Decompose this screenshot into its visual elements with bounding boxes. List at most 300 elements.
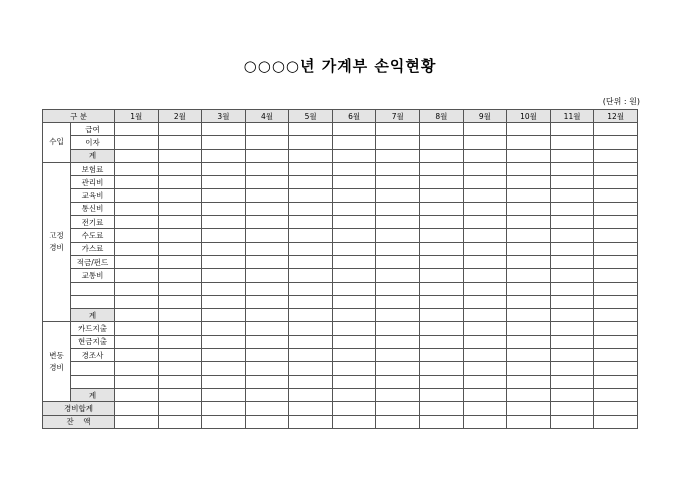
- amount-cell[interactable]: [594, 216, 638, 229]
- amount-cell[interactable]: [594, 335, 638, 348]
- amount-cell[interactable]: [158, 415, 202, 428]
- amount-cell[interactable]: [332, 415, 376, 428]
- amount-cell[interactable]: [376, 349, 420, 362]
- amount-cell[interactable]: [420, 349, 464, 362]
- amount-cell[interactable]: [245, 202, 289, 215]
- row-label: 카드지출: [71, 322, 115, 335]
- amount-cell[interactable]: [289, 176, 333, 189]
- amount-cell[interactable]: [245, 349, 289, 362]
- amount-cell[interactable]: [202, 309, 246, 322]
- amount-cell[interactable]: [594, 388, 638, 401]
- amount-cell[interactable]: [463, 388, 507, 401]
- amount-cell[interactable]: [332, 176, 376, 189]
- table-row: [43, 242, 638, 255]
- amount-cell[interactable]: [245, 402, 289, 415]
- amount-cell[interactable]: [289, 309, 333, 322]
- amount-cell[interactable]: [158, 402, 202, 415]
- amount-cell[interactable]: [158, 229, 202, 242]
- amount-cell[interactable]: [420, 216, 464, 229]
- month-header: 11월: [550, 110, 594, 123]
- amount-cell[interactable]: [507, 402, 551, 415]
- amount-cell[interactable]: [332, 362, 376, 375]
- amount-cell[interactable]: [550, 309, 594, 322]
- amount-cell[interactable]: [158, 123, 202, 136]
- amount-cell[interactable]: [158, 255, 202, 268]
- amount-cell[interactable]: [420, 282, 464, 295]
- amount-cell[interactable]: [463, 309, 507, 322]
- amount-cell[interactable]: [594, 282, 638, 295]
- amount-cell[interactable]: [332, 216, 376, 229]
- month-header: 8월: [420, 110, 464, 123]
- amount-cell[interactable]: [332, 255, 376, 268]
- amount-cell[interactable]: [202, 388, 246, 401]
- amount-cell[interactable]: [202, 136, 246, 149]
- amount-cell[interactable]: [376, 269, 420, 282]
- amount-cell[interactable]: [245, 362, 289, 375]
- amount-cell[interactable]: [289, 189, 333, 202]
- amount-cell[interactable]: [594, 149, 638, 162]
- amount-cell[interactable]: [463, 269, 507, 282]
- subtotal-label: 계: [71, 149, 115, 162]
- amount-cell[interactable]: [550, 136, 594, 149]
- amount-cell[interactable]: [420, 388, 464, 401]
- amount-cell[interactable]: [115, 149, 159, 162]
- month-header: 3월: [202, 110, 246, 123]
- amount-cell[interactable]: [376, 162, 420, 175]
- amount-cell[interactable]: [463, 176, 507, 189]
- amount-cell[interactable]: [245, 295, 289, 308]
- amount-cell[interactable]: [463, 229, 507, 242]
- row-label: [71, 282, 115, 295]
- amount-cell[interactable]: [594, 349, 638, 362]
- amount-cell[interactable]: [332, 295, 376, 308]
- amount-cell[interactable]: [463, 242, 507, 255]
- amount-cell[interactable]: [594, 136, 638, 149]
- amount-cell[interactable]: [376, 176, 420, 189]
- amount-cell[interactable]: [507, 349, 551, 362]
- amount-cell[interactable]: [115, 295, 159, 308]
- amount-cell[interactable]: [550, 176, 594, 189]
- amount-cell[interactable]: [245, 189, 289, 202]
- amount-cell[interactable]: [115, 349, 159, 362]
- amount-cell[interactable]: [376, 255, 420, 268]
- amount-cell[interactable]: [202, 295, 246, 308]
- amount-cell[interactable]: [202, 349, 246, 362]
- table-row: [43, 162, 638, 175]
- row-label: 전기료: [71, 216, 115, 229]
- amount-cell[interactable]: [463, 189, 507, 202]
- amount-cell[interactable]: [158, 189, 202, 202]
- amount-cell[interactable]: [594, 189, 638, 202]
- amount-cell[interactable]: [245, 388, 289, 401]
- amount-cell[interactable]: [594, 123, 638, 136]
- amount-cell[interactable]: [420, 295, 464, 308]
- amount-cell[interactable]: [202, 375, 246, 388]
- amount-cell[interactable]: [463, 149, 507, 162]
- amount-cell[interactable]: [245, 415, 289, 428]
- amount-cell[interactable]: [289, 149, 333, 162]
- amount-cell[interactable]: [507, 162, 551, 175]
- amount-cell[interactable]: [332, 229, 376, 242]
- amount-cell[interactable]: [463, 349, 507, 362]
- amount-cell[interactable]: [158, 375, 202, 388]
- amount-cell[interactable]: [158, 216, 202, 229]
- amount-cell[interactable]: [289, 295, 333, 308]
- table-row: [43, 229, 638, 242]
- amount-cell[interactable]: [463, 136, 507, 149]
- amount-cell[interactable]: [376, 149, 420, 162]
- amount-cell[interactable]: [245, 255, 289, 268]
- amount-cell[interactable]: [507, 375, 551, 388]
- amount-cell[interactable]: [550, 216, 594, 229]
- amount-cell[interactable]: [376, 415, 420, 428]
- amount-cell[interactable]: [115, 136, 159, 149]
- amount-cell[interactable]: [550, 322, 594, 335]
- amount-cell[interactable]: [463, 255, 507, 268]
- amount-cell[interactable]: [115, 282, 159, 295]
- amount-cell[interactable]: [420, 176, 464, 189]
- amount-cell[interactable]: [376, 375, 420, 388]
- amount-cell[interactable]: [594, 375, 638, 388]
- amount-cell[interactable]: [376, 362, 420, 375]
- amount-cell[interactable]: [115, 123, 159, 136]
- amount-cell[interactable]: [550, 295, 594, 308]
- amount-cell[interactable]: [245, 282, 289, 295]
- amount-cell[interactable]: [463, 335, 507, 348]
- amount-cell[interactable]: [202, 242, 246, 255]
- amount-cell[interactable]: [332, 136, 376, 149]
- amount-cell[interactable]: [550, 415, 594, 428]
- summary-label: 경비합계: [43, 402, 115, 415]
- amount-cell[interactable]: [376, 295, 420, 308]
- amount-cell[interactable]: [202, 189, 246, 202]
- amount-cell[interactable]: [289, 282, 333, 295]
- amount-cell[interactable]: [420, 309, 464, 322]
- table-row: [43, 295, 638, 308]
- amount-cell[interactable]: [463, 162, 507, 175]
- amount-cell[interactable]: [202, 322, 246, 335]
- amount-cell[interactable]: [376, 402, 420, 415]
- amount-cell[interactable]: [158, 349, 202, 362]
- amount-cell[interactable]: [158, 176, 202, 189]
- amount-cell[interactable]: [245, 375, 289, 388]
- amount-cell[interactable]: [289, 335, 333, 348]
- amount-cell[interactable]: [507, 216, 551, 229]
- amount-cell[interactable]: [376, 335, 420, 348]
- amount-cell[interactable]: [507, 362, 551, 375]
- amount-cell[interactable]: [289, 388, 333, 401]
- amount-cell[interactable]: [202, 229, 246, 242]
- amount-cell[interactable]: [594, 176, 638, 189]
- amount-cell[interactable]: [332, 162, 376, 175]
- amount-cell[interactable]: [158, 322, 202, 335]
- amount-cell[interactable]: [158, 309, 202, 322]
- amount-cell[interactable]: [420, 189, 464, 202]
- amount-cell[interactable]: [245, 242, 289, 255]
- amount-cell[interactable]: [420, 136, 464, 149]
- amount-cell[interactable]: [507, 282, 551, 295]
- amount-cell[interactable]: [332, 149, 376, 162]
- amount-cell[interactable]: [507, 388, 551, 401]
- amount-cell[interactable]: [115, 269, 159, 282]
- amount-cell[interactable]: [332, 335, 376, 348]
- amount-cell[interactable]: [332, 242, 376, 255]
- row-label: 적금/펀드: [71, 255, 115, 268]
- amount-cell[interactable]: [115, 176, 159, 189]
- amount-cell[interactable]: [550, 349, 594, 362]
- amount-cell[interactable]: [158, 162, 202, 175]
- amount-cell[interactable]: [420, 162, 464, 175]
- amount-cell[interactable]: [332, 269, 376, 282]
- month-header: 5월: [289, 110, 333, 123]
- amount-cell[interactable]: [376, 123, 420, 136]
- amount-cell[interactable]: [550, 269, 594, 282]
- amount-cell[interactable]: [202, 162, 246, 175]
- amount-cell[interactable]: [507, 242, 551, 255]
- amount-cell[interactable]: [507, 149, 551, 162]
- amount-cell[interactable]: [115, 189, 159, 202]
- amount-cell[interactable]: [245, 309, 289, 322]
- amount-cell[interactable]: [420, 269, 464, 282]
- amount-cell[interactable]: [376, 136, 420, 149]
- amount-cell[interactable]: [115, 375, 159, 388]
- amount-cell[interactable]: [158, 202, 202, 215]
- amount-cell[interactable]: [332, 402, 376, 415]
- amount-cell[interactable]: [289, 322, 333, 335]
- amount-cell[interactable]: [115, 202, 159, 215]
- amount-cell[interactable]: [115, 402, 159, 415]
- amount-cell[interactable]: [202, 176, 246, 189]
- amount-cell[interactable]: [507, 255, 551, 268]
- amount-cell[interactable]: [202, 269, 246, 282]
- amount-cell[interactable]: [332, 375, 376, 388]
- amount-cell[interactable]: [158, 335, 202, 348]
- amount-cell[interactable]: [594, 242, 638, 255]
- amount-cell[interactable]: [550, 255, 594, 268]
- amount-cell[interactable]: [463, 402, 507, 415]
- amount-cell[interactable]: [332, 123, 376, 136]
- amount-cell[interactable]: [115, 322, 159, 335]
- amount-cell[interactable]: [245, 322, 289, 335]
- amount-cell[interactable]: [463, 362, 507, 375]
- amount-cell[interactable]: [245, 149, 289, 162]
- amount-cell[interactable]: [115, 388, 159, 401]
- amount-cell[interactable]: [376, 189, 420, 202]
- amount-cell[interactable]: [202, 415, 246, 428]
- amount-cell[interactable]: [158, 295, 202, 308]
- amount-cell[interactable]: [115, 229, 159, 242]
- row-label: 보험료: [71, 162, 115, 175]
- amount-cell[interactable]: [245, 269, 289, 282]
- amount-cell[interactable]: [245, 136, 289, 149]
- amount-cell[interactable]: [158, 388, 202, 401]
- amount-cell[interactable]: [420, 415, 464, 428]
- amount-cell[interactable]: [115, 415, 159, 428]
- amount-cell[interactable]: [245, 229, 289, 242]
- amount-cell[interactable]: [289, 202, 333, 215]
- amount-cell[interactable]: [463, 123, 507, 136]
- amount-cell[interactable]: [289, 415, 333, 428]
- amount-cell[interactable]: [594, 362, 638, 375]
- amount-cell[interactable]: [550, 282, 594, 295]
- amount-cell[interactable]: [507, 415, 551, 428]
- month-header: 9월: [463, 110, 507, 123]
- amount-cell[interactable]: [594, 402, 638, 415]
- amount-cell[interactable]: [376, 242, 420, 255]
- row-label: 현금지출: [71, 335, 115, 348]
- amount-cell[interactable]: [420, 322, 464, 335]
- amount-cell[interactable]: [202, 335, 246, 348]
- amount-cell[interactable]: [202, 255, 246, 268]
- amount-cell[interactable]: [202, 216, 246, 229]
- amount-cell[interactable]: [594, 229, 638, 242]
- ledger-table: [42, 109, 638, 429]
- amount-cell[interactable]: [376, 388, 420, 401]
- amount-cell[interactable]: [289, 375, 333, 388]
- amount-cell[interactable]: [289, 362, 333, 375]
- amount-cell[interactable]: [289, 269, 333, 282]
- amount-cell[interactable]: [507, 335, 551, 348]
- amount-cell[interactable]: [158, 242, 202, 255]
- amount-cell[interactable]: [507, 123, 551, 136]
- amount-cell[interactable]: [507, 322, 551, 335]
- amount-cell[interactable]: [420, 362, 464, 375]
- amount-cell[interactable]: [550, 202, 594, 215]
- amount-cell[interactable]: [463, 216, 507, 229]
- amount-cell[interactable]: [289, 123, 333, 136]
- amount-cell[interactable]: [376, 309, 420, 322]
- amount-cell[interactable]: [420, 375, 464, 388]
- amount-cell[interactable]: [420, 242, 464, 255]
- amount-cell[interactable]: [550, 229, 594, 242]
- amount-cell[interactable]: [332, 388, 376, 401]
- amount-cell[interactable]: [463, 322, 507, 335]
- amount-cell[interactable]: [550, 362, 594, 375]
- amount-cell[interactable]: [550, 242, 594, 255]
- amount-cell[interactable]: [158, 362, 202, 375]
- amount-cell[interactable]: [420, 123, 464, 136]
- amount-cell[interactable]: [245, 176, 289, 189]
- amount-cell[interactable]: [332, 309, 376, 322]
- amount-cell[interactable]: [420, 202, 464, 215]
- amount-cell[interactable]: [594, 202, 638, 215]
- amount-cell[interactable]: [594, 322, 638, 335]
- amount-cell[interactable]: [332, 189, 376, 202]
- amount-cell[interactable]: [594, 295, 638, 308]
- amount-cell[interactable]: [289, 349, 333, 362]
- amount-cell[interactable]: [507, 229, 551, 242]
- amount-cell[interactable]: [158, 149, 202, 162]
- amount-cell[interactable]: [550, 162, 594, 175]
- amount-cell[interactable]: [289, 402, 333, 415]
- amount-cell[interactable]: [332, 349, 376, 362]
- amount-cell[interactable]: [376, 216, 420, 229]
- amount-cell[interactable]: [594, 255, 638, 268]
- amount-cell[interactable]: [115, 362, 159, 375]
- amount-cell[interactable]: [289, 242, 333, 255]
- amount-cell[interactable]: [376, 282, 420, 295]
- amount-cell[interactable]: [245, 123, 289, 136]
- amount-cell[interactable]: [289, 162, 333, 175]
- amount-cell[interactable]: [420, 255, 464, 268]
- amount-cell[interactable]: [332, 282, 376, 295]
- amount-cell[interactable]: [202, 123, 246, 136]
- amount-cell[interactable]: [376, 322, 420, 335]
- amount-cell[interactable]: [115, 255, 159, 268]
- amount-cell[interactable]: [202, 402, 246, 415]
- row-label: 가스료: [71, 242, 115, 255]
- table-row: [43, 335, 638, 348]
- group-label: 변동 경비: [43, 322, 71, 402]
- amount-cell[interactable]: [594, 415, 638, 428]
- amount-cell[interactable]: [463, 282, 507, 295]
- amount-cell[interactable]: [550, 335, 594, 348]
- amount-cell[interactable]: [289, 255, 333, 268]
- amount-cell[interactable]: [550, 388, 594, 401]
- amount-cell[interactable]: [507, 176, 551, 189]
- amount-cell[interactable]: [507, 295, 551, 308]
- amount-cell[interactable]: [507, 202, 551, 215]
- amount-cell[interactable]: [376, 229, 420, 242]
- amount-cell[interactable]: [594, 309, 638, 322]
- amount-cell[interactable]: [376, 202, 420, 215]
- amount-cell[interactable]: [420, 402, 464, 415]
- amount-cell[interactable]: [550, 189, 594, 202]
- amount-cell[interactable]: [332, 202, 376, 215]
- amount-cell[interactable]: [158, 269, 202, 282]
- amount-cell[interactable]: [420, 229, 464, 242]
- amount-cell[interactable]: [507, 269, 551, 282]
- amount-cell[interactable]: [507, 309, 551, 322]
- amount-cell[interactable]: [332, 322, 376, 335]
- amount-cell[interactable]: [202, 202, 246, 215]
- amount-cell[interactable]: [463, 415, 507, 428]
- subtotal-label: 계: [71, 309, 115, 322]
- amount-cell[interactable]: [550, 402, 594, 415]
- amount-cell[interactable]: [245, 162, 289, 175]
- amount-cell[interactable]: [115, 335, 159, 348]
- amount-cell[interactable]: [594, 162, 638, 175]
- amount-cell[interactable]: [158, 282, 202, 295]
- amount-cell[interactable]: [115, 242, 159, 255]
- amount-cell[interactable]: [550, 123, 594, 136]
- amount-cell[interactable]: [202, 149, 246, 162]
- amount-cell[interactable]: [245, 335, 289, 348]
- amount-cell[interactable]: [420, 149, 464, 162]
- amount-cell[interactable]: [463, 295, 507, 308]
- amount-cell[interactable]: [289, 216, 333, 229]
- amount-cell[interactable]: [463, 202, 507, 215]
- amount-cell[interactable]: [115, 309, 159, 322]
- amount-cell[interactable]: [463, 375, 507, 388]
- amount-cell[interactable]: [289, 229, 333, 242]
- amount-cell[interactable]: [550, 375, 594, 388]
- amount-cell[interactable]: [507, 189, 551, 202]
- amount-cell[interactable]: [202, 362, 246, 375]
- table-row: [43, 322, 638, 335]
- amount-cell[interactable]: [115, 162, 159, 175]
- amount-cell[interactable]: [202, 282, 246, 295]
- amount-cell[interactable]: [289, 136, 333, 149]
- amount-cell[interactable]: [507, 136, 551, 149]
- amount-cell[interactable]: [420, 335, 464, 348]
- amount-cell[interactable]: [245, 216, 289, 229]
- month-header: 10월: [507, 110, 551, 123]
- amount-cell[interactable]: [594, 269, 638, 282]
- amount-cell[interactable]: [158, 136, 202, 149]
- amount-cell[interactable]: [550, 149, 594, 162]
- amount-cell[interactable]: [115, 216, 159, 229]
